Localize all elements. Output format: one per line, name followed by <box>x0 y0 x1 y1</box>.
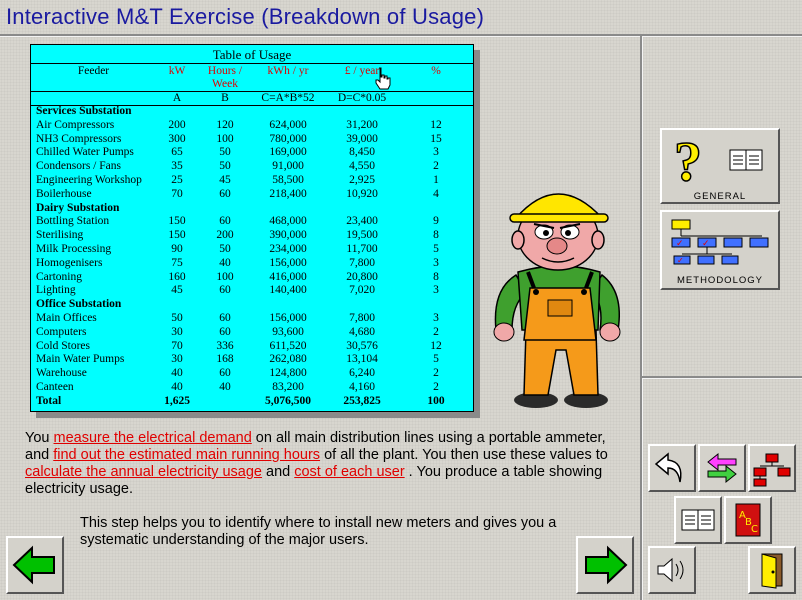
cell-kwh: 83,200 <box>272 380 304 393</box>
cell-kwh: 262,080 <box>269 353 307 366</box>
book-button[interactable] <box>674 496 722 544</box>
cell-pct: 15 <box>430 132 442 145</box>
cell-hours: 336 <box>216 339 234 352</box>
cell-kwh: 390,000 <box>269 229 307 242</box>
description-text: . You produce a table showing electricity usage. <box>25 464 603 497</box>
cell-kwh: 780,000 <box>269 132 307 145</box>
cell-name: Computers <box>36 325 87 338</box>
swap-button[interactable] <box>698 444 746 492</box>
cell-cost: 4,550 <box>349 160 375 173</box>
cell-kwh: 624,000 <box>269 118 307 131</box>
table-row <box>31 367 473 381</box>
cell-kw: 160 <box>168 270 186 283</box>
table-section-row <box>31 202 473 216</box>
speaker-icon <box>650 548 694 592</box>
description-text: You <box>25 430 54 446</box>
cell-name: Cartoning <box>36 270 82 283</box>
table-row <box>31 284 473 298</box>
summary-paragraph: This step helps you to identify where to install new meters and gives you a systematic understanding of the major users. <box>80 515 557 548</box>
methodology-label: METHODOLOGY <box>677 275 763 286</box>
cell-name: Main Offices <box>36 311 97 324</box>
description-text: and <box>261 464 295 480</box>
cell-hours: 60 <box>219 325 231 338</box>
svg-text:✓: ✓ <box>677 256 684 265</box>
swap-arrows-icon <box>700 446 744 490</box>
cell-pct: 2 <box>433 325 439 338</box>
table-row <box>31 257 473 271</box>
question-book-icon <box>662 130 778 186</box>
table-row <box>31 160 473 174</box>
cell-kwh: 169,000 <box>269 146 307 159</box>
cell-kwh: 234,000 <box>269 242 307 255</box>
table-row <box>31 119 473 133</box>
table-row <box>31 381 473 395</box>
table-total-row <box>31 395 473 409</box>
cell-cost: 23,400 <box>346 215 378 228</box>
cell-kw: 300 <box>168 132 186 145</box>
table-body <box>31 105 473 409</box>
cell-hours: 45 <box>219 173 231 186</box>
cell-name: Lighting <box>36 284 76 297</box>
methodology-flowchart-icon <box>662 212 778 274</box>
header-hours-1: Hours / <box>207 65 243 77</box>
svg-text:?: ? <box>674 131 702 186</box>
cell-pct: 4 <box>433 187 439 200</box>
general-button[interactable] <box>660 128 780 204</box>
hierarchy-icon <box>750 446 794 490</box>
link-running-hours[interactable]: find out the estimated main running hours <box>53 447 321 463</box>
engineer-character-icon <box>478 180 628 410</box>
cell-cost: 7,800 <box>349 256 375 269</box>
cell-hours: 168 <box>216 353 234 366</box>
cell-name: Bottling Station <box>36 215 110 228</box>
return-button[interactable] <box>648 444 696 492</box>
table-row <box>31 353 473 367</box>
cell-hours: 50 <box>219 242 231 255</box>
cell-cost: 4,680 <box>349 325 375 338</box>
table-section-row <box>31 298 473 312</box>
header-kwh: kWh / yr <box>267 65 309 77</box>
cell-hours: 100 <box>216 132 234 145</box>
cell-kwh: 218,400 <box>269 187 307 200</box>
back-button[interactable] <box>6 536 64 594</box>
cell-kwh: 156,000 <box>269 256 307 269</box>
cell-hours: 50 <box>219 160 231 173</box>
cell-cost: 31,200 <box>346 118 378 131</box>
cell-pct: 5 <box>433 242 439 255</box>
cell-name: Canteen <box>36 380 74 393</box>
link-measure-demand[interactable]: measure the electrical demand <box>53 430 252 446</box>
cell-name: NH3 Compressors <box>36 132 122 145</box>
exit-button[interactable] <box>748 546 796 594</box>
cell-name: Services Substation <box>36 105 132 117</box>
cell-cost: 4,160 <box>349 380 375 393</box>
cell-name: Milk Processing <box>36 242 112 255</box>
forward-arrow-icon <box>578 538 632 592</box>
cell-cost: 6,240 <box>349 367 375 380</box>
title-divider <box>0 34 802 37</box>
cell-kw: 90 <box>171 242 183 255</box>
cell-name: Sterilising <box>36 229 84 242</box>
header-cost: £ / year <box>344 65 380 77</box>
cell-name: Engineering Workshop <box>36 173 142 186</box>
cell-pct: 12 <box>430 118 442 131</box>
cell-hours: 40 <box>219 256 231 269</box>
cell-name: Office Substation <box>36 298 122 311</box>
cell-hours: 60 <box>219 284 231 297</box>
cell-kw: 40 <box>171 380 183 393</box>
cell-pct: 2 <box>433 380 439 393</box>
sound-button[interactable] <box>648 546 696 594</box>
cell-kw: 1,625 <box>164 394 190 407</box>
cell-pct: 2 <box>433 367 439 380</box>
cell-cost: 19,500 <box>346 229 378 242</box>
cell-kwh: 416,000 <box>269 270 307 283</box>
cell-pct: 3 <box>433 146 439 159</box>
cell-kw: 45 <box>171 284 183 297</box>
cell-hours: 120 <box>216 118 234 131</box>
cell-name: Total <box>36 394 62 407</box>
svg-text:✓: ✓ <box>676 239 684 249</box>
abc-glossary-icon <box>726 498 770 542</box>
cell-cost: 7,800 <box>349 311 375 324</box>
cell-kw: 150 <box>168 229 186 242</box>
table-row <box>31 243 473 257</box>
cell-cost: 253,825 <box>343 394 381 407</box>
table-row <box>31 340 473 354</box>
cell-hours: 60 <box>219 311 231 324</box>
svg-text:B: B <box>745 517 752 528</box>
cell-pct: 12 <box>430 339 442 352</box>
cell-name: Homogenisers <box>36 256 103 269</box>
cell-kwh: 93,600 <box>272 325 304 338</box>
table-row <box>31 312 473 326</box>
table-row <box>31 188 473 202</box>
header-kw: kW <box>168 65 186 77</box>
cell-kwh: 611,520 <box>269 339 307 352</box>
cell-kw: 30 <box>171 353 183 366</box>
cell-pct: 3 <box>433 311 439 324</box>
cell-kwh: 468,000 <box>269 215 307 228</box>
header-hours-formula: B <box>221 92 229 104</box>
cell-cost: 2,925 <box>349 173 375 186</box>
methodology-button[interactable] <box>660 210 780 290</box>
svg-text:✓: ✓ <box>702 239 710 249</box>
cell-hours: 60 <box>219 367 231 380</box>
header-pct: % <box>431 65 441 77</box>
cell-kw: 25 <box>171 173 183 186</box>
cell-hours: 200 <box>216 229 234 242</box>
cell-name: Condensors / Fans <box>36 160 121 173</box>
cell-name: Dairy Substation <box>36 201 120 214</box>
hierarchy-button[interactable] <box>748 444 796 492</box>
cell-kw: 50 <box>171 311 183 324</box>
cell-kw: 75 <box>171 256 183 269</box>
cell-pct: 8 <box>433 270 439 283</box>
cell-kw: 30 <box>171 325 183 338</box>
cell-kwh: 140,400 <box>269 284 307 297</box>
cell-kw: 70 <box>171 187 183 200</box>
cell-pct: 9 <box>433 215 439 228</box>
link-cost-each-user[interactable]: cost of each user <box>294 464 405 480</box>
cell-pct: 8 <box>433 229 439 242</box>
cell-kw: 35 <box>171 160 183 173</box>
cell-kwh: 91,000 <box>272 160 304 173</box>
sidebar-divider <box>640 36 643 600</box>
table-row <box>31 146 473 160</box>
table-row <box>31 133 473 147</box>
table-title: Table of Usage <box>212 47 292 62</box>
svg-text:C: C <box>751 524 758 535</box>
sidebar-section-divider <box>642 376 802 379</box>
svg-text:A: A <box>739 510 746 521</box>
cell-pct: 3 <box>433 284 439 297</box>
header-kw-formula: A <box>172 92 182 104</box>
cell-kwh: 58,500 <box>272 173 304 186</box>
cell-name: Boilerhouse <box>36 187 92 200</box>
cell-hours: 100 <box>216 270 234 283</box>
header-hours-2: Week <box>212 78 238 90</box>
cell-kw: 150 <box>168 215 186 228</box>
cell-name: Chilled Water Pumps <box>36 146 134 159</box>
cell-name: Main Water Pumps <box>36 353 125 366</box>
header-cost-formula: D=C*0.05 <box>337 92 387 104</box>
cell-cost: 10,920 <box>346 187 378 200</box>
usage-table <box>30 44 474 412</box>
cell-hours: 50 <box>219 146 231 159</box>
cell-kwh: 5,076,500 <box>265 394 311 407</box>
table-row <box>31 271 473 285</box>
cell-pct: 1 <box>433 173 439 186</box>
cell-pct: 5 <box>433 353 439 366</box>
table-rule <box>31 63 473 64</box>
return-arrow-icon <box>650 446 694 490</box>
table-row <box>31 229 473 243</box>
cell-kw: 40 <box>171 367 183 380</box>
general-label: GENERAL <box>693 191 747 202</box>
header-kwh-formula: C=A*B*52 <box>261 92 315 104</box>
cell-hours: 60 <box>219 187 231 200</box>
exit-door-icon <box>750 548 794 592</box>
cell-kw: 200 <box>168 118 186 131</box>
cell-pct: 3 <box>433 256 439 269</box>
table-row <box>31 215 473 229</box>
cell-name: Warehouse <box>36 367 87 380</box>
cell-cost: 8,450 <box>349 146 375 159</box>
cell-cost: 11,700 <box>346 242 378 255</box>
page-title: Interactive M&T Exercise (Breakdown of Usage) <box>6 4 485 29</box>
header-feeder: Feeder <box>77 65 110 77</box>
cell-kw: 70 <box>171 339 183 352</box>
link-annual-usage[interactable]: calculate the annual electricity usage <box>25 464 262 480</box>
description-text: on all main distribution lines using a portable ammeter, and <box>25 430 606 463</box>
cell-kw: 65 <box>171 146 183 159</box>
cell-cost: 20,800 <box>346 270 378 283</box>
description-paragraph <box>25 430 625 498</box>
cell-name: Air Compressors <box>36 118 115 131</box>
table-row <box>31 174 473 188</box>
cell-pct: 100 <box>427 394 445 407</box>
cell-name: Cold Stores <box>36 339 90 352</box>
cell-cost: 30,576 <box>346 339 378 352</box>
forward-button[interactable] <box>576 536 634 594</box>
book-icon <box>676 498 720 542</box>
back-arrow-icon <box>8 538 62 592</box>
cell-cost: 39,000 <box>346 132 378 145</box>
hand-pointer-icon <box>374 67 392 91</box>
cell-hours: 40 <box>219 380 231 393</box>
cell-cost: 7,020 <box>349 284 375 297</box>
cell-hours: 60 <box>219 215 231 228</box>
glossary-button[interactable] <box>724 496 772 544</box>
cell-pct: 2 <box>433 160 439 173</box>
cell-kwh: 156,000 <box>269 311 307 324</box>
table-section-row <box>31 105 473 119</box>
table-row <box>31 326 473 340</box>
description-text: of all the plant. You then use these values to <box>320 447 608 463</box>
cell-cost: 13,104 <box>346 353 378 366</box>
cell-kwh: 124,800 <box>269 367 307 380</box>
